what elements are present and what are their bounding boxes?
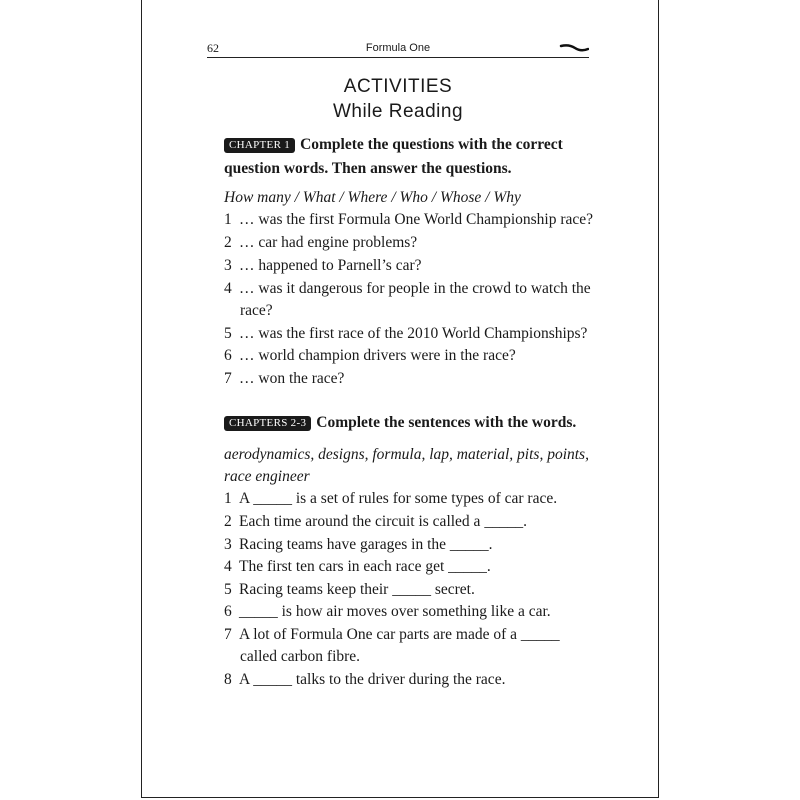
- list-item: 6 … world champion drivers were in the race?: [224, 347, 516, 364]
- chapter-badge: CHAPTER 1: [224, 138, 295, 153]
- chapter-badge: CHAPTERS 2-3: [224, 416, 311, 431]
- list-item: 5 Racing teams keep their _____ secret.: [224, 581, 475, 598]
- section1-instruction-cont: question words. Then answer the questions.: [224, 160, 512, 177]
- list-item-cont: race?: [240, 302, 273, 319]
- list-item: 1 … was the first Formula One World Championship race?: [224, 211, 594, 228]
- list-item-cont: called carbon fibre.: [240, 648, 361, 665]
- list-item: 4 The first ten cars in each race get _____.: [224, 558, 491, 575]
- section2-word-bank: aerodynamics, designs, formula, lap, material, pits, points,: [224, 446, 589, 463]
- swoosh-icon: [559, 42, 589, 54]
- list-item: 8 A _____ talks to the driver during the race.: [224, 671, 506, 688]
- page-title: ACTIVITIES: [343, 76, 453, 97]
- list-item: 7 A lot of Formula One car parts are made of a _____: [224, 626, 560, 643]
- section1-word-bank: How many / What / Where / Who / Whose / Why: [224, 189, 521, 206]
- list-item: 4 … was it dangerous for people in the crowd to watch the: [224, 280, 591, 297]
- list-item: 3 Racing teams have garages in the _____.: [224, 536, 493, 553]
- list-item: 7 … won the race?: [224, 370, 345, 387]
- page-number: 62: [207, 41, 219, 55]
- page-subtitle: While Reading: [332, 101, 464, 122]
- section2-instruction: CHAPTERS 2-3 Complete the sentences with the words.: [224, 413, 576, 433]
- list-item: 2 … car had engine problems?: [224, 234, 418, 251]
- section2-word-bank-cont: race engineer: [224, 468, 310, 485]
- list-item: 5 … was the first race of the 2010 World Championships?: [224, 325, 588, 342]
- section1-instruction: CHAPTER 1 Complete the questions with the correct: [224, 135, 563, 155]
- running-header: [207, 41, 589, 58]
- list-item: 3 … happened to Parnell’s car?: [224, 257, 422, 274]
- list-item: 1 A _____ is a set of rules for some types of car race.: [224, 490, 558, 507]
- list-item: 2 Each time around the circuit is called a _____.: [224, 513, 527, 530]
- running-title: Formula One: [365, 42, 431, 54]
- list-item: 6 _____ is how air moves over something like a car.: [224, 603, 551, 620]
